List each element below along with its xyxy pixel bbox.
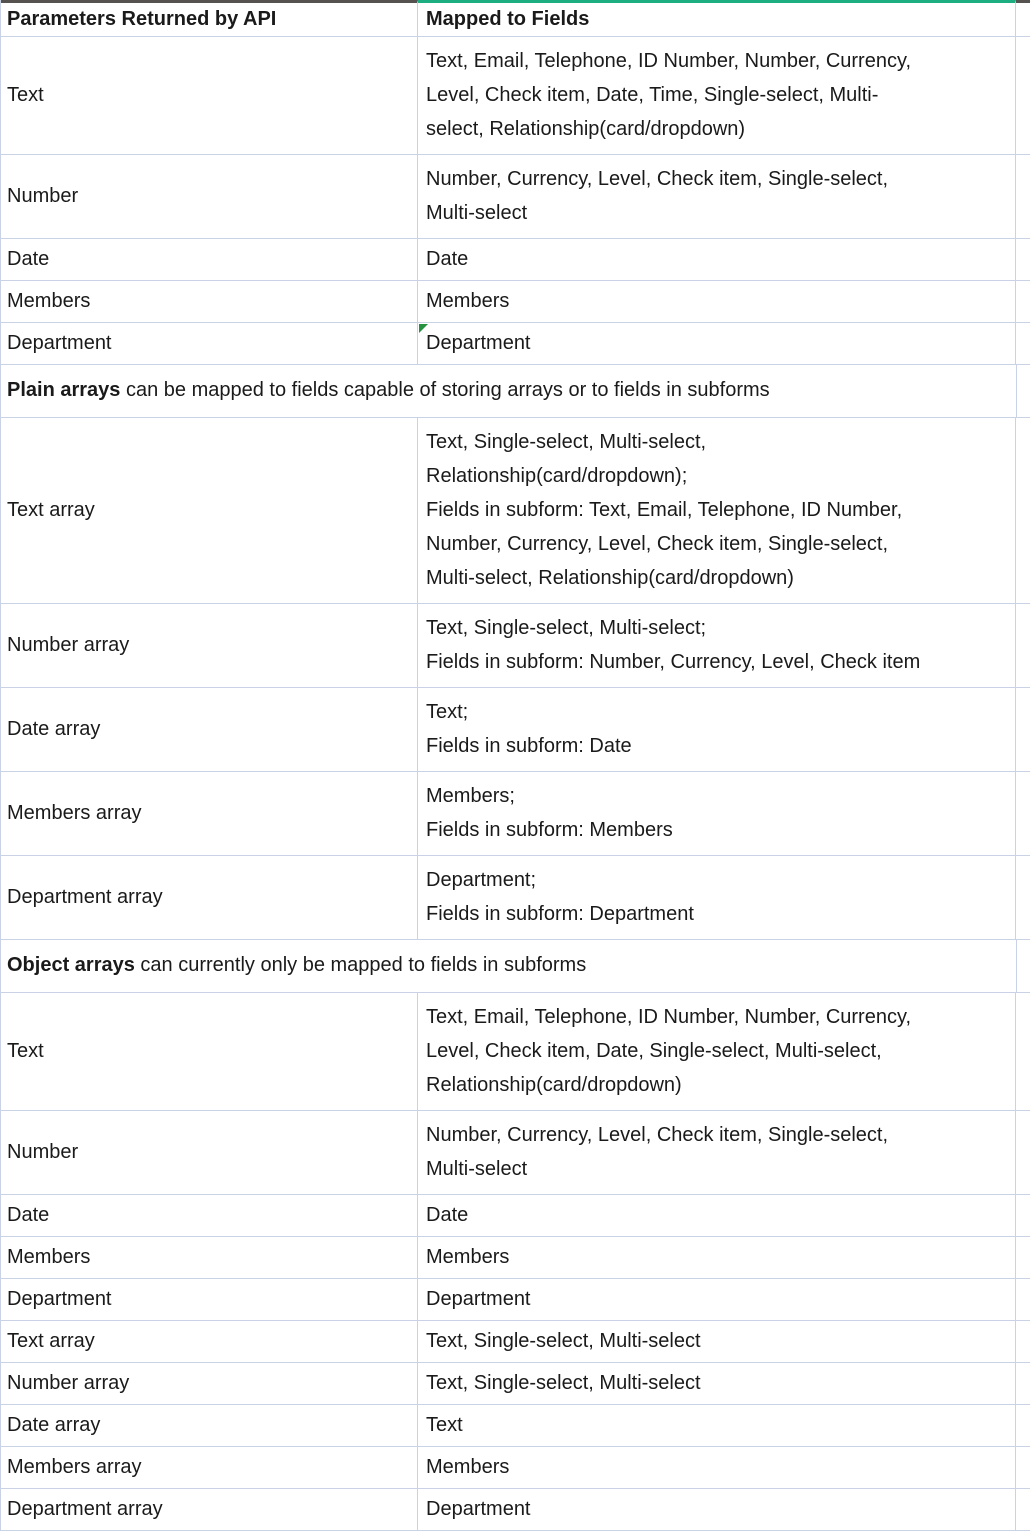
mapped-fields-line: Relationship(card/dropdown); (426, 465, 688, 487)
param-label: Members array (7, 802, 142, 824)
mapped-fields-line: Fields in subform: Number, Currency, Level, Check item (426, 651, 921, 673)
mapped-fields-cell (418, 1321, 1016, 1362)
mapped-fields-line: Text, Email, Telephone, ID Number, Number, Currency, (426, 50, 912, 72)
row-edge-cell (1016, 1237, 1030, 1278)
param-label: Date (7, 248, 50, 270)
mapped-fields-line: Members; (426, 785, 515, 807)
row-edge-cell (1016, 688, 1030, 771)
mapped-fields-line: Level, Check item, Date, Time, Single-select, Multi- (426, 84, 879, 106)
mapped-fields-cell (418, 688, 1016, 771)
param-label: Text (7, 84, 44, 106)
row-edge-cell (1016, 239, 1030, 280)
mapped-fields-line: Members (426, 290, 510, 312)
table-row (1, 1111, 1030, 1195)
mapped-fields-line: Text, Single-select, Multi-select, (426, 431, 707, 453)
section-note-text: can be mapped to fields capable of storing arrays or to fields in subforms (120, 379, 770, 401)
param-cell (1, 155, 418, 238)
param-label: Department (7, 332, 112, 354)
mapped-fields-cell (418, 856, 1016, 939)
param-cell (1, 1447, 418, 1488)
row-edge-cell (1016, 856, 1030, 939)
table-row (1, 772, 1030, 856)
table-body (1, 37, 1030, 1531)
table-header-row (1, 0, 1030, 37)
table-row (1, 155, 1030, 239)
param-cell (1, 1405, 418, 1446)
mapped-fields-cell (418, 1405, 1016, 1446)
table-row (1, 1447, 1030, 1489)
mapped-fields-cell (418, 323, 1016, 364)
row-edge-cell (1016, 1195, 1030, 1236)
header-label-parameters: Parameters Returned by API (7, 8, 277, 30)
param-cell (1, 604, 418, 687)
mapped-fields-line: Date (426, 248, 469, 270)
param-cell (1, 281, 418, 322)
table-row (1, 993, 1030, 1111)
param-label: Members (7, 1246, 91, 1268)
mapped-fields-cell (418, 1279, 1016, 1320)
row-edge-cell (1016, 1279, 1030, 1320)
row-edge-cell (1016, 1405, 1030, 1446)
param-cell (1, 37, 418, 154)
header-cell-parameters (1, 0, 418, 36)
row-edge-cell (1016, 1363, 1030, 1404)
table-row (1, 856, 1030, 940)
row-edge-cell (1016, 37, 1030, 154)
mapped-fields-line: Number, Currency, Level, Check item, Single-select, (426, 1124, 889, 1146)
mapped-fields-cell (418, 772, 1016, 855)
mapped-fields-line: Fields in subform: Text, Email, Telephone, ID Number, (426, 499, 903, 521)
section-note-cell (1, 365, 1017, 417)
mapped-fields-line: Level, Check item, Date, Single-select, Multi-select, (426, 1040, 882, 1062)
row-edge-cell (1016, 281, 1030, 322)
mapped-fields-line: Text (426, 1414, 463, 1436)
param-label: Text array (7, 499, 95, 521)
table-row (1, 604, 1030, 688)
param-label: Members (7, 290, 91, 312)
mapped-fields-line: Department (426, 1288, 531, 1310)
table-row (1, 1489, 1030, 1531)
table-row (1, 239, 1030, 281)
mapped-fields-line: Members (426, 1456, 510, 1478)
header-cell-mapped-fields (418, 0, 1016, 36)
mapped-fields-line: Multi-select, Relationship(card/dropdown) (426, 567, 794, 589)
table-row (1, 1363, 1030, 1405)
mapped-fields-cell (418, 239, 1016, 280)
param-cell (1, 1237, 418, 1278)
header-label-mapped-fields: Mapped to Fields (426, 8, 590, 30)
row-edge-cell (1016, 772, 1030, 855)
mapped-fields-line: Department (426, 332, 531, 354)
param-label: Number array (7, 634, 130, 656)
param-cell (1, 1111, 418, 1194)
mapped-fields-line: Department (426, 1498, 531, 1520)
table-row (1, 1195, 1030, 1237)
table-row (1, 1237, 1030, 1279)
mapped-fields-line: select, Relationship(card/dropdown) (426, 118, 746, 140)
section-note-text: can currently only be mapped to fields in subforms (134, 954, 587, 976)
mapped-fields-line: Fields in subform: Members (426, 819, 673, 841)
param-cell (1, 688, 418, 771)
mapped-fields-line: Number, Currency, Level, Check item, Single-select, (426, 533, 889, 555)
mapped-fields-line: Text, Single-select, Multi-select; (426, 617, 707, 639)
row-edge-cell (1016, 993, 1030, 1110)
row-edge-cell (1016, 1111, 1030, 1194)
param-cell (1, 993, 418, 1110)
mapped-fields-line: Text, Single-select, Multi-select (426, 1372, 701, 1394)
mapped-fields-line: Text; (426, 701, 469, 723)
row-edge-cell (1016, 155, 1030, 238)
mapped-fields-line: Fields in subform: Department (426, 903, 694, 925)
table-row (1, 418, 1030, 604)
table-row (1, 323, 1030, 365)
param-cell (1, 1195, 418, 1236)
param-cell (1, 1489, 418, 1530)
param-label: Date (7, 1204, 50, 1226)
mapped-fields-cell (418, 418, 1016, 603)
mapped-fields-cell (418, 281, 1016, 322)
section-note-bold: Object arrays (7, 954, 135, 976)
mapped-fields-line: Fields in subform: Date (426, 735, 632, 757)
mapped-fields-cell (418, 1237, 1016, 1278)
param-label: Number array (7, 1372, 130, 1394)
param-label: Number (7, 1141, 79, 1163)
row-edge-cell (1016, 604, 1030, 687)
mapped-fields-cell (418, 155, 1016, 238)
row-edge-cell (1016, 1447, 1030, 1488)
param-cell (1, 1363, 418, 1404)
param-label: Date array (7, 718, 101, 740)
row-edge-cell (1016, 323, 1030, 364)
param-cell (1, 418, 418, 603)
header-edge-cell (1016, 0, 1030, 36)
row-edge-cell (1016, 418, 1030, 603)
mapped-fields-line: Text, Email, Telephone, ID Number, Number, Currency, (426, 1006, 912, 1028)
mapped-fields-cell (418, 1195, 1016, 1236)
mapped-fields-cell (418, 993, 1016, 1110)
table-row (1, 1321, 1030, 1363)
mapped-fields-cell (418, 1363, 1016, 1404)
mapped-fields-line: Members (426, 1246, 510, 1268)
param-label: Department array (7, 1498, 163, 1520)
param-label: Number (7, 185, 79, 207)
section-note-bold: Plain arrays (7, 379, 121, 401)
section-note-row (1, 940, 1030, 993)
param-cell (1, 772, 418, 855)
note-edge-cell (1017, 940, 1030, 992)
mapped-fields-cell (418, 604, 1016, 687)
row-edge-cell (1016, 1489, 1030, 1530)
param-label: Date array (7, 1414, 101, 1436)
param-cell (1, 1279, 418, 1320)
param-label: Text (7, 1040, 44, 1062)
mapped-fields-line: Text, Single-select, Multi-select (426, 1330, 701, 1352)
mapped-fields-cell (418, 1489, 1016, 1530)
param-cell (1, 856, 418, 939)
mapped-fields-line: Date (426, 1204, 469, 1226)
param-label: Department array (7, 886, 163, 908)
mapped-fields-line: Number, Currency, Level, Check item, Single-select, (426, 168, 889, 190)
table-row (1, 1405, 1030, 1447)
mapped-fields-line: Multi-select (426, 202, 528, 224)
mapped-fields-cell (418, 37, 1016, 154)
table-row (1, 281, 1030, 323)
row-edge-cell (1016, 1321, 1030, 1362)
section-note-cell (1, 940, 1017, 992)
table-row (1, 688, 1030, 772)
note-edge-cell (1017, 365, 1030, 417)
param-label: Text array (7, 1330, 95, 1352)
mapped-fields-line: Multi-select (426, 1158, 528, 1180)
mapped-fields-line: Department; (426, 869, 537, 891)
param-cell (1, 239, 418, 280)
mapped-fields-cell (418, 1447, 1016, 1488)
param-label: Members array (7, 1456, 142, 1478)
param-label: Department (7, 1288, 112, 1310)
mapped-fields-cell (418, 1111, 1016, 1194)
table-row (1, 37, 1030, 155)
table-row (1, 1279, 1030, 1321)
param-cell (1, 323, 418, 364)
mapped-fields-line: Relationship(card/dropdown) (426, 1074, 682, 1096)
param-cell (1, 1321, 418, 1362)
section-note-row (1, 365, 1030, 418)
